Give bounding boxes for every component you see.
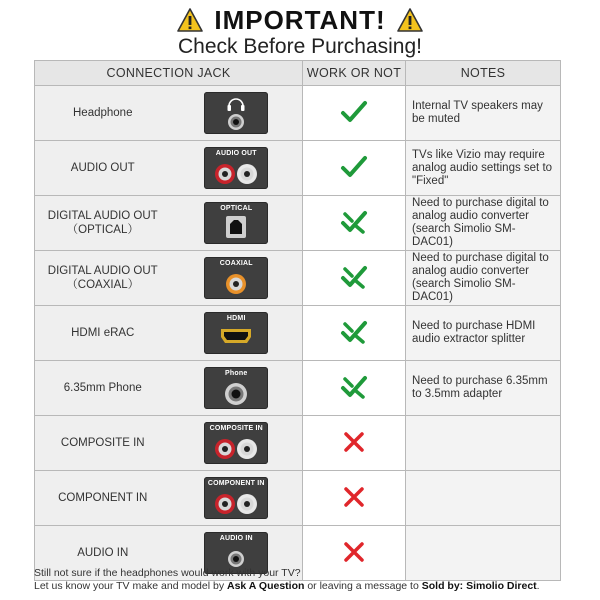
table-header-row: [35, 61, 561, 86]
row-notes: Need to purchase 6.35mm to 3.5mm adapter: [406, 361, 561, 416]
jack-label: COAXIAL: [219, 260, 253, 267]
connection-name: COMPOSITE IN: [35, 416, 171, 471]
connection-jack-cell: [171, 141, 303, 196]
connection-name-sub: （OPTICAL）: [66, 224, 139, 236]
connection-name: AUDIO IN: [35, 526, 171, 581]
row-notes: [406, 471, 561, 526]
connection-jack-cell: [171, 471, 303, 526]
connection-name: DIGITAL AUDIO OUT （OPTICAL）: [35, 196, 171, 251]
jack-label: Phone: [225, 370, 248, 377]
check-with-cross-icon: [339, 373, 369, 401]
table-row: [35, 361, 561, 416]
connection-name: DIGITAL AUDIO OUT （COAXIAL）: [35, 251, 171, 306]
work-status: [303, 141, 406, 196]
footer-message: [34, 567, 594, 593]
cross-icon: [341, 429, 367, 455]
row-notes: TVs like Vizio may require analog audio settings set to "Fixed": [406, 141, 561, 196]
check-with-cross-icon: [339, 318, 369, 346]
work-status: [303, 361, 406, 416]
phone-jack-icon: [204, 367, 268, 409]
column-header-notes: NOTES: [406, 61, 561, 86]
warning-icon: [396, 7, 424, 33]
seller-link[interactable]: Sold by: Simolio Direct: [421, 580, 537, 592]
coaxial-jack-icon: [204, 257, 268, 299]
row-notes: [406, 416, 561, 471]
connection-jack-cell: [171, 306, 303, 361]
work-status: [303, 196, 406, 251]
row-notes: Need to purchase digital to analog audio converter (search Simolio SM-DAC01): [406, 196, 561, 251]
table-row: [35, 251, 561, 306]
connection-jack-cell: [171, 416, 303, 471]
connection-jack-cell: [171, 361, 303, 416]
connection-jack-cell: [171, 86, 303, 141]
rca-composite-in-icon: [204, 422, 268, 464]
work-status: [303, 251, 406, 306]
table-row: [35, 471, 561, 526]
jack-label: AUDIO IN: [219, 535, 253, 542]
rca-audio-out-icon: [204, 147, 268, 189]
footer-line-2: Let us know your TV make and model by Ask A Question or leaving a message to Sold by: Simolio Direct.: [34, 580, 540, 592]
connection-name: COMPONENT IN: [35, 471, 171, 526]
compatibility-table: [34, 60, 561, 581]
column-header-connection-jack: CONNECTION JACK: [35, 61, 303, 86]
row-notes: Need to purchase digital to analog audio converter (search Simolio SM-DAC01): [406, 251, 561, 306]
work-status: [303, 86, 406, 141]
connection-jack-cell: [171, 251, 303, 306]
connection-jack-cell: [171, 196, 303, 251]
check-icon: [339, 153, 369, 181]
page-title: IMPORTANT!: [214, 4, 386, 35]
table-row: [35, 86, 561, 141]
work-status: [303, 471, 406, 526]
connection-name: AUDIO OUT: [35, 141, 171, 196]
headphone-jack-icon: [204, 92, 268, 134]
row-notes: Internal TV speakers may be muted: [406, 86, 561, 141]
connection-name-sub: （COAXIAL）: [66, 279, 140, 291]
footer-line-1: Still not sure if the headphones would work with your TV?: [34, 567, 301, 579]
jack-label: AUDIO OUT: [215, 150, 257, 157]
jack-label: HDMI: [226, 315, 246, 322]
table-row: [35, 196, 561, 251]
check-icon: [339, 98, 369, 126]
rca-component-in-icon: [204, 477, 268, 519]
table-row: [35, 141, 561, 196]
work-status: [303, 306, 406, 361]
ask-question-link[interactable]: Ask A Question: [227, 580, 305, 592]
table-row: [35, 416, 561, 471]
jack-label: COMPOSITE IN: [209, 425, 263, 432]
connection-name: Headphone: [35, 86, 171, 141]
jack-label: COMPONENT IN: [207, 480, 265, 487]
table-row: [35, 306, 561, 361]
check-with-cross-icon: [339, 208, 369, 236]
connection-name: HDMI eRAC: [35, 306, 171, 361]
jack-label: OPTICAL: [220, 205, 253, 212]
optical-jack-icon: [204, 202, 268, 244]
warning-icon: [176, 7, 204, 33]
work-status: [303, 416, 406, 471]
connection-name: 6.35mm Phone: [35, 361, 171, 416]
column-header-work-or-not: WORK OR NOT: [303, 61, 406, 86]
page-subtitle: Check Before Purchasing!: [178, 35, 422, 58]
cross-icon: [341, 484, 367, 510]
cross-icon: [341, 539, 367, 565]
row-notes: Need to purchase HDMI audio extractor splitter: [406, 306, 561, 361]
title-row: [0, 5, 600, 35]
check-with-cross-icon: [339, 263, 369, 291]
hdmi-port-icon: [204, 312, 268, 354]
